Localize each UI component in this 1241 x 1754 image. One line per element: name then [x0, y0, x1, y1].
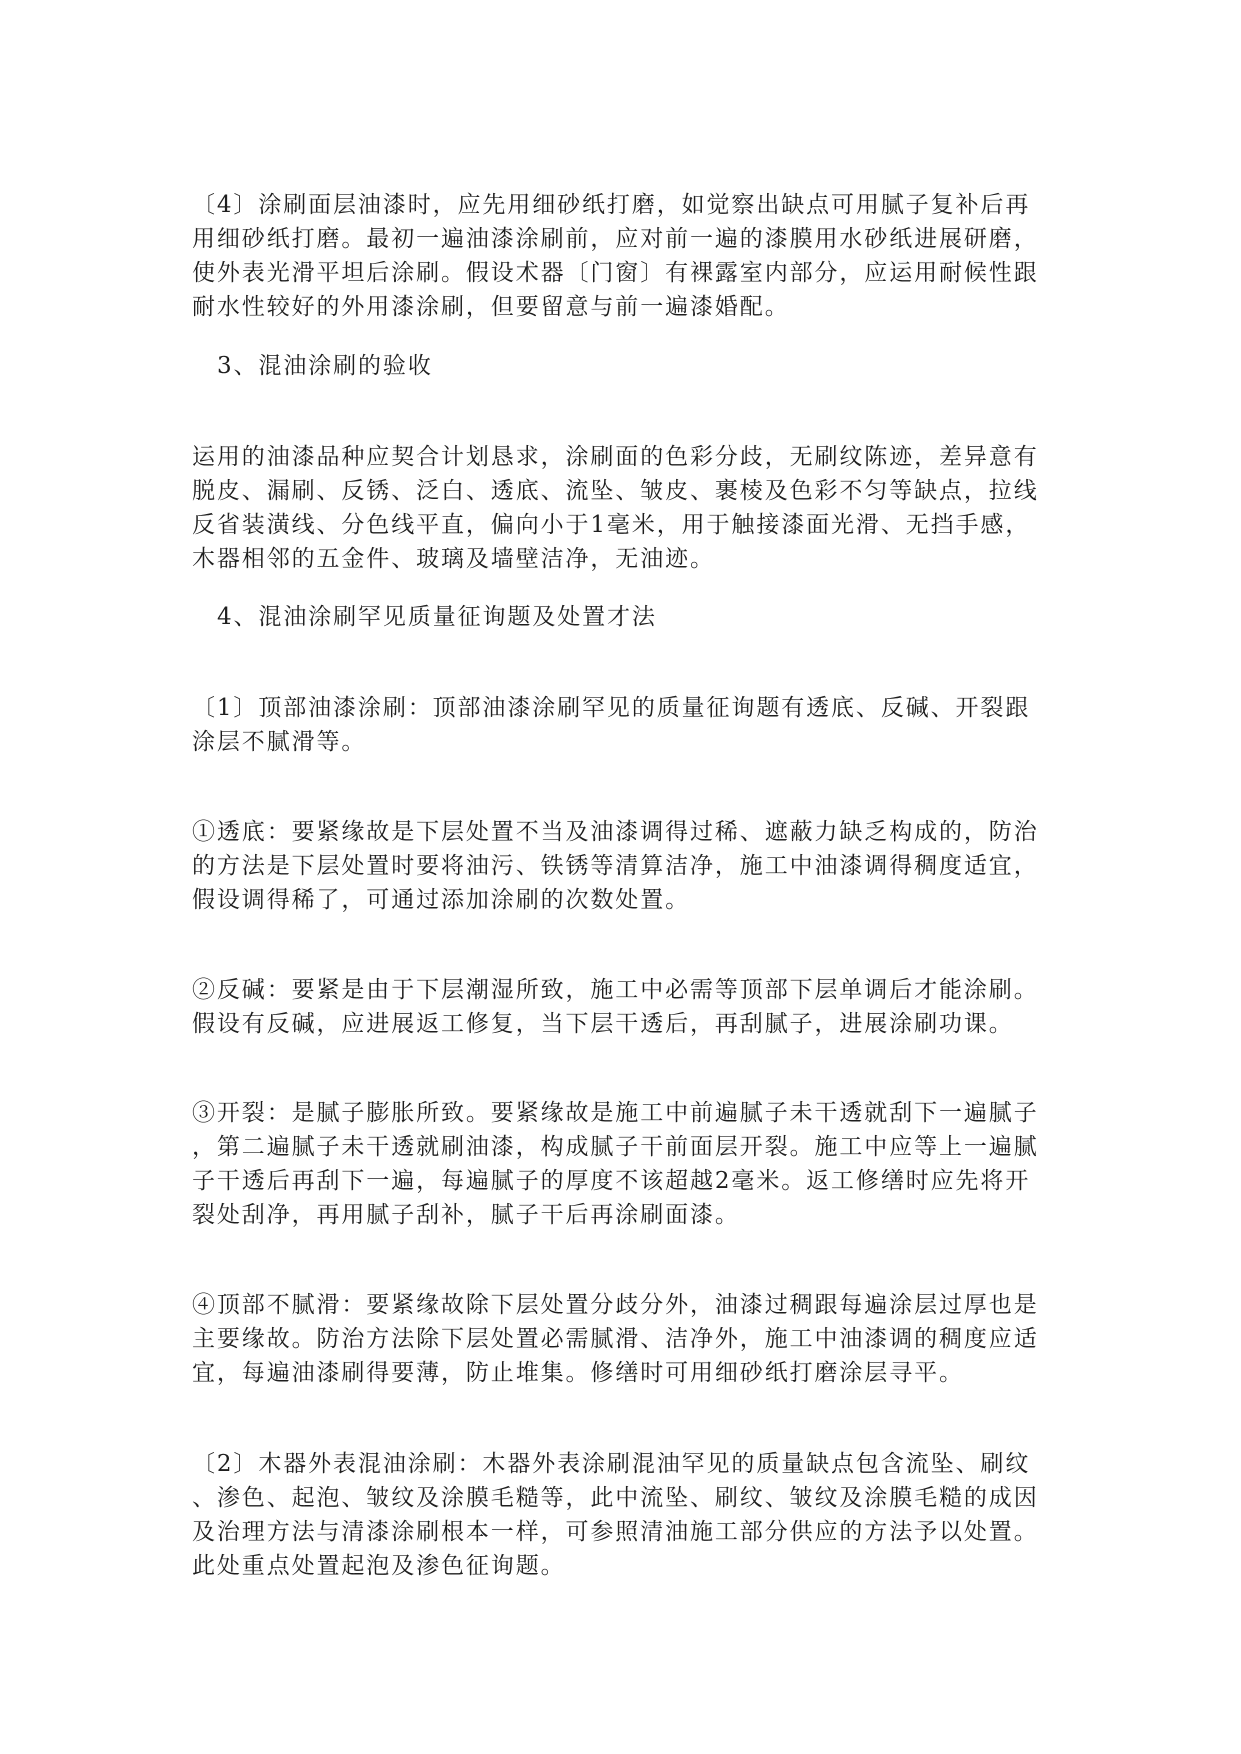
paragraph-cracking	[192, 1096, 1072, 1232]
paragraph-line: ，第二遍腻子未干透就刷油漆，构成腻子干前面层开裂。施工中应等上一遍腻	[192, 1134, 1039, 1160]
paragraph-line: 运用的油漆品种应契合计划恳求，涂刷面的色彩分歧，无刷纹陈迹，差异意有	[192, 444, 1039, 470]
paragraph-line: 宜，每遍油漆刷得要薄，防止堆集。修缮时可用细砂纸打磨涂层寻平。	[192, 1360, 964, 1386]
paragraph-line: ③开裂：是腻子膨胀所致。要紧缘故是施工中前遍腻子未干透就刮下一遍腻子	[192, 1100, 1039, 1126]
paragraph-line: 〔4〕涂刷面层油漆时，应先用细砂纸打磨，如觉察出缺点可用腻子复补后再	[192, 192, 1031, 218]
section-heading-quality-issues	[217, 600, 1097, 634]
paragraph-line: ②反碱：要紧是由于下层潮湿所致，施工中必需等顶部下层单调后才能涂刷。	[192, 977, 1039, 1003]
paragraph-line: ①透底：要紧缘故是下层处置不当及油漆调得过稀、遮蔽力缺乏构成的，防治	[192, 819, 1039, 845]
paragraph-line: 主要缘故。防治方法除下层处置必需腻滑、洁净外，施工中油漆调的稠度应适	[192, 1326, 1039, 1352]
paragraph-line: 用细砂纸打磨。最初一遍油漆涂刷前，应对前一遍的漆膜用水砂纸进展研磨，	[192, 226, 1039, 252]
paragraph-line: 裂处刮净，再用腻子刮补，腻子干后再涂刷面漆。	[192, 1202, 740, 1228]
paragraph-line: 〔1〕顶部油漆涂刷：顶部油漆涂刷罕见的质量征询题有透底、反碱、开裂跟	[192, 695, 1031, 721]
paragraph-line: 及治理方法与清漆涂刷根本一样，可参照清油施工部分供应的方法予以处置。	[192, 1519, 1039, 1545]
paragraph-line: 耐水性较好的外用漆涂刷，但要留意与前一遍漆婚配。	[192, 294, 790, 320]
paragraph-line: 假设有反碱，应进展返工修复，当下层干透后，再刮腻子，进展涂刷功课。	[192, 1011, 1014, 1037]
paragraph-uneven-surface	[192, 1288, 1072, 1390]
paragraph-line: 此处重点处置起泡及渗色征询题。	[192, 1553, 566, 1579]
paragraph-line: 使外表光滑平坦后涂刷。假设术器〔门窗〕有裸露室内部分，应运用耐候性跟	[192, 260, 1039, 286]
paragraph-line: 〔2〕木器外表混油涂刷：木器外表涂刷混油罕见的质量缺点包含流坠、刷纹	[192, 1451, 1031, 1477]
paragraph-line: 脱皮、漏刷、反锈、泛白、透底、流坠、皱皮、裹棱及色彩不匀等缺点，拉线	[192, 478, 1039, 504]
paragraph-line: 反省装潢线、分色线平直，偏向小于1毫米，用于触接漆面光滑、无挡手感，	[192, 512, 1031, 538]
paragraph-topcoat-painting	[192, 188, 1072, 324]
paragraph-line: 假设调得稀了，可通过添加涂刷的次数处置。	[192, 887, 690, 913]
paragraph-ceiling-painting	[192, 691, 1072, 759]
paragraph-line: 子干透后再刮下一遍，每遍腻子的厚度不该超越2毫米。返工修缮时应先将开	[192, 1168, 1031, 1194]
section-heading: 4、混油涂刷罕见质量征询题及处置才法	[217, 604, 657, 630]
paragraph-line: 涂层不腻滑等。	[192, 729, 367, 755]
paragraph-acceptance-criteria	[192, 440, 1072, 576]
paragraph-wood-surface-painting	[192, 1447, 1072, 1583]
section-heading: 3、混油涂刷的验收	[217, 353, 433, 379]
paragraph-alkali-bloom	[192, 973, 1072, 1041]
paragraph-line: ④顶部不腻滑：要紧缘故除下层处置分歧分外，油漆过稠跟每遍涂层过厚也是	[192, 1292, 1039, 1318]
paragraph-line: 木器相邻的五金件、玻璃及墙壁洁净，无油迹。	[192, 546, 715, 572]
paragraph-show-through	[192, 815, 1072, 917]
paragraph-line: 、渗色、起泡、皱纹及涂膜毛糙等，此中流坠、刷纹、皱纹及涂膜毛糙的成因	[192, 1485, 1039, 1511]
paragraph-line: 的方法是下层处置时要将油污、铁锈等清算洁净，施工中油漆调得稠度适宜，	[192, 853, 1039, 879]
section-heading-acceptance	[217, 349, 1097, 383]
